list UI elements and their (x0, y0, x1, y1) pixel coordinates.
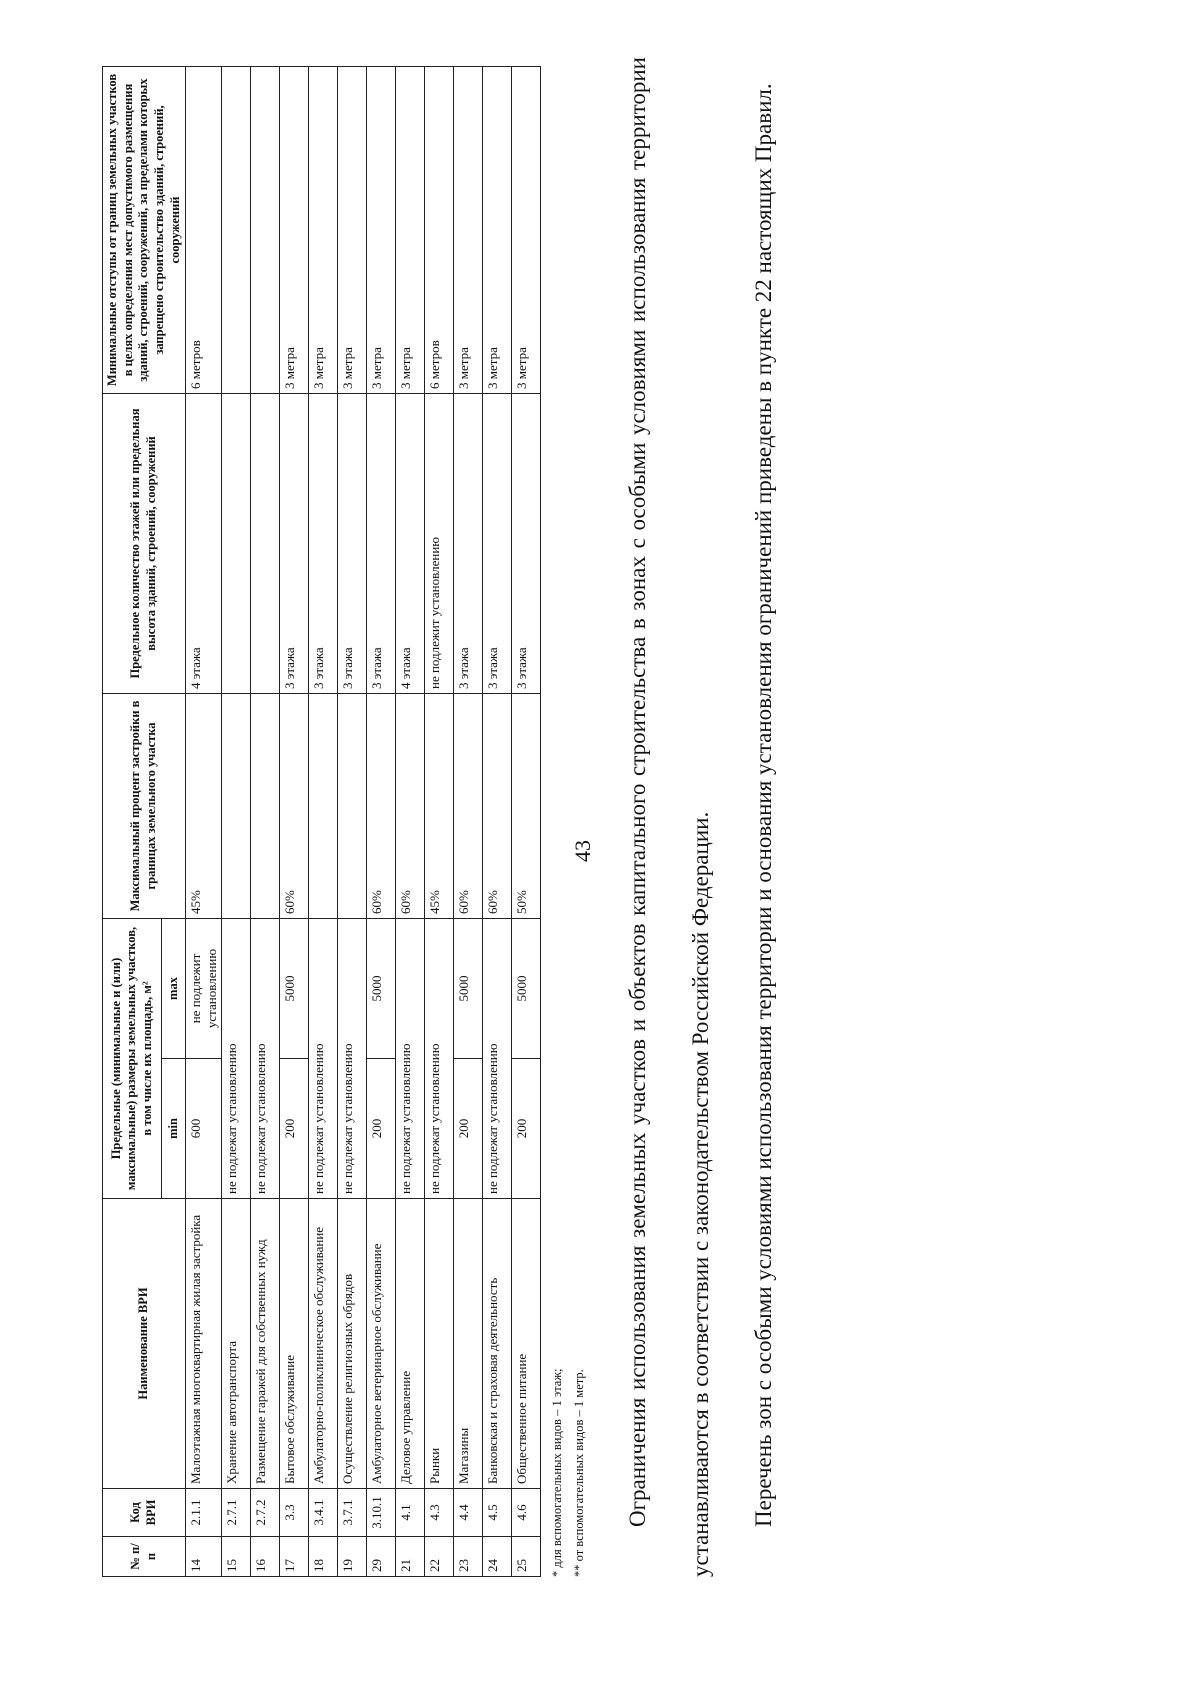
cell-max: 5000 (454, 919, 483, 1059)
cell-floors: 3 этажа (512, 394, 541, 694)
cell-floors: 3 этажа (280, 394, 309, 694)
cell-span: не подлежат установлению (309, 919, 338, 1199)
cell-max: не подлежит установлению (186, 919, 222, 1059)
cell-name: Осуществление религиозных обрядов (338, 1199, 367, 1489)
cell-setbacks (222, 67, 251, 394)
cell-name: Рынки (425, 1199, 454, 1489)
header-num: № п/п (103, 1537, 186, 1577)
footnotes (547, 37, 590, 1577)
cell-num: 19 (338, 1537, 367, 1577)
cell-code: 4.5 (483, 1489, 512, 1537)
cell-floors (222, 394, 251, 694)
cell-name: Магазины (454, 1199, 483, 1489)
cell-name: Банковская и страховая деятельность (483, 1199, 512, 1489)
header-name: Наименование ВРИ (103, 1199, 186, 1489)
cell-span: не подлежат установлению (222, 919, 251, 1199)
cell-num: 16 (251, 1537, 280, 1577)
cell-name: Хранение автотранспорта (222, 1199, 251, 1489)
table-row (396, 67, 425, 1577)
footnote: ** от вспомогательных видов – 1 метр. (571, 1369, 586, 1577)
cell-code: 2.7.2 (251, 1489, 280, 1537)
table-row (280, 67, 309, 1577)
table-header-row (103, 67, 162, 1577)
cell-num: 15 (222, 1537, 251, 1577)
cell-floors: 3 этажа (454, 394, 483, 694)
table-row (454, 67, 483, 1577)
table-row (425, 67, 454, 1577)
cell-percent: 60% (280, 694, 309, 919)
cell-span: не подлежат установлению (396, 919, 425, 1199)
cell-floors: 3 этажа (483, 394, 512, 694)
cell-code: 4.3 (425, 1489, 454, 1537)
table-row (309, 67, 338, 1577)
cell-num: 22 (425, 1537, 454, 1577)
body-text (606, 57, 795, 1577)
table-row (222, 67, 251, 1577)
cell-setbacks (251, 67, 280, 394)
cell-max: 5000 (367, 919, 396, 1059)
cell-span: не подлежат установлению (425, 919, 454, 1199)
cell-num: 24 (483, 1537, 512, 1577)
paragraph: Ограничения использования земельных участков и объектов капитального строительства в зонах с особыми условиями использования территории устанавливаются в соответствии с законодательством Российской Федерации. (624, 57, 713, 1577)
cell-floors: не подлежит установлению (425, 394, 454, 694)
cell-num: 14 (186, 1537, 222, 1577)
cell-name: Размещение гаражей для собственных нужд (251, 1199, 280, 1489)
cell-num: 29 (367, 1537, 396, 1577)
cell-percent: 60% (483, 694, 512, 919)
zoning-parameters-table (102, 66, 541, 1577)
rotated-page-content (102, 37, 1112, 1597)
cell-percent (309, 694, 338, 919)
cell-floors: 3 этажа (338, 394, 367, 694)
cell-setbacks: 6 метров (425, 67, 454, 394)
header-floors: Предельное количество этажей или предельная высота зданий, строений, сооружений (103, 394, 186, 694)
cell-percent: 50% (512, 694, 541, 919)
cell-percent (222, 694, 251, 919)
header-max: max (162, 919, 186, 1059)
cell-name: Амбулаторно-поликлиническое обслуживание (309, 1199, 338, 1489)
cell-span: не подлежат установлению (338, 919, 367, 1199)
cell-setbacks: 3 метра (367, 67, 396, 394)
cell-setbacks: 3 метра (396, 67, 425, 394)
page-number: 43 (570, 840, 595, 862)
header-area-group: Предельные (минимальные и (или) максимальные) размеры земельных участков, в том числе их площадь, м² (103, 919, 162, 1199)
cell-percent: 45% (425, 694, 454, 919)
cell-max: 5000 (280, 919, 309, 1059)
cell-setbacks: 3 метра (338, 67, 367, 394)
cell-code: 2.1.1 (186, 1489, 222, 1537)
table-row (338, 67, 367, 1577)
cell-name: Малоэтажная многоквартирная жилая застройка (186, 1199, 222, 1489)
cell-code: 4.1 (396, 1489, 425, 1537)
cell-name: Амбулаторное ветеринарное обслуживание (367, 1199, 396, 1489)
cell-floors: 3 этажа (367, 394, 396, 694)
cell-code: 4.4 (454, 1489, 483, 1537)
cell-code: 3.3 (280, 1489, 309, 1537)
cell-setbacks: 3 метра (512, 67, 541, 394)
cell-min: 600 (186, 1059, 222, 1199)
cell-num: 17 (280, 1537, 309, 1577)
header-min: min (162, 1059, 186, 1199)
cell-span: не подлежат установлению (251, 919, 280, 1199)
table-row (483, 67, 512, 1577)
cell-name: Деловое управление (396, 1199, 425, 1489)
cell-min: 200 (367, 1059, 396, 1199)
header-percent: Максимальный процент застройки в границах земельного участка (103, 694, 186, 919)
cell-percent: 45% (186, 694, 222, 919)
paragraph: Перечень зон с особыми условиями использования территории и основания установления ограничений приведены в пункте 22 настоящих Правил. (750, 83, 776, 1527)
cell-floors: 4 этажа (186, 394, 222, 694)
cell-num: 23 (454, 1537, 483, 1577)
cell-code: 3.4.1 (309, 1489, 338, 1537)
cell-floors: 3 этажа (309, 394, 338, 694)
cell-code: 3.10.1 (367, 1489, 396, 1537)
header-setbacks: Минимальные отступы от границ земельных участков в целях определения мест допустимого размещения зданий, строений, сооружений, за пределами которых запрещено строительство зданий, строений, сооружений (103, 67, 186, 394)
cell-name: Бытовое обслуживание (280, 1199, 309, 1489)
cell-min: 200 (454, 1059, 483, 1199)
cell-setbacks: 3 метра (483, 67, 512, 394)
cell-floors: 4 этажа (396, 394, 425, 694)
cell-min: 200 (280, 1059, 309, 1199)
cell-setbacks: 3 метра (309, 67, 338, 394)
cell-num: 25 (512, 1537, 541, 1577)
cell-floors (251, 394, 280, 694)
cell-code: 3.7.1 (338, 1489, 367, 1537)
footnote: * для вспомогательных видов – 1 этаж; (550, 1368, 565, 1577)
table-row (251, 67, 280, 1577)
cell-setbacks: 3 метра (280, 67, 309, 394)
table-row (186, 67, 222, 1577)
cell-span: не подлежат установлению (483, 919, 512, 1199)
cell-percent (251, 694, 280, 919)
table-row (367, 67, 396, 1577)
cell-percent (338, 694, 367, 919)
cell-min: 200 (512, 1059, 541, 1199)
cell-name: Общественное питание (512, 1199, 541, 1489)
cell-code: 2.7.1 (222, 1489, 251, 1537)
cell-percent: 60% (367, 694, 396, 919)
header-code: Код ВРИ (103, 1489, 186, 1537)
cell-code: 4.6 (512, 1489, 541, 1537)
cell-percent: 60% (454, 694, 483, 919)
cell-setbacks: 3 метра (454, 67, 483, 394)
cell-setbacks: 6 метров (186, 67, 222, 394)
cell-num: 18 (309, 1537, 338, 1577)
cell-max: 5000 (512, 919, 541, 1059)
table-row (512, 67, 541, 1577)
cell-num: 21 (396, 1537, 425, 1577)
cell-percent: 60% (396, 694, 425, 919)
